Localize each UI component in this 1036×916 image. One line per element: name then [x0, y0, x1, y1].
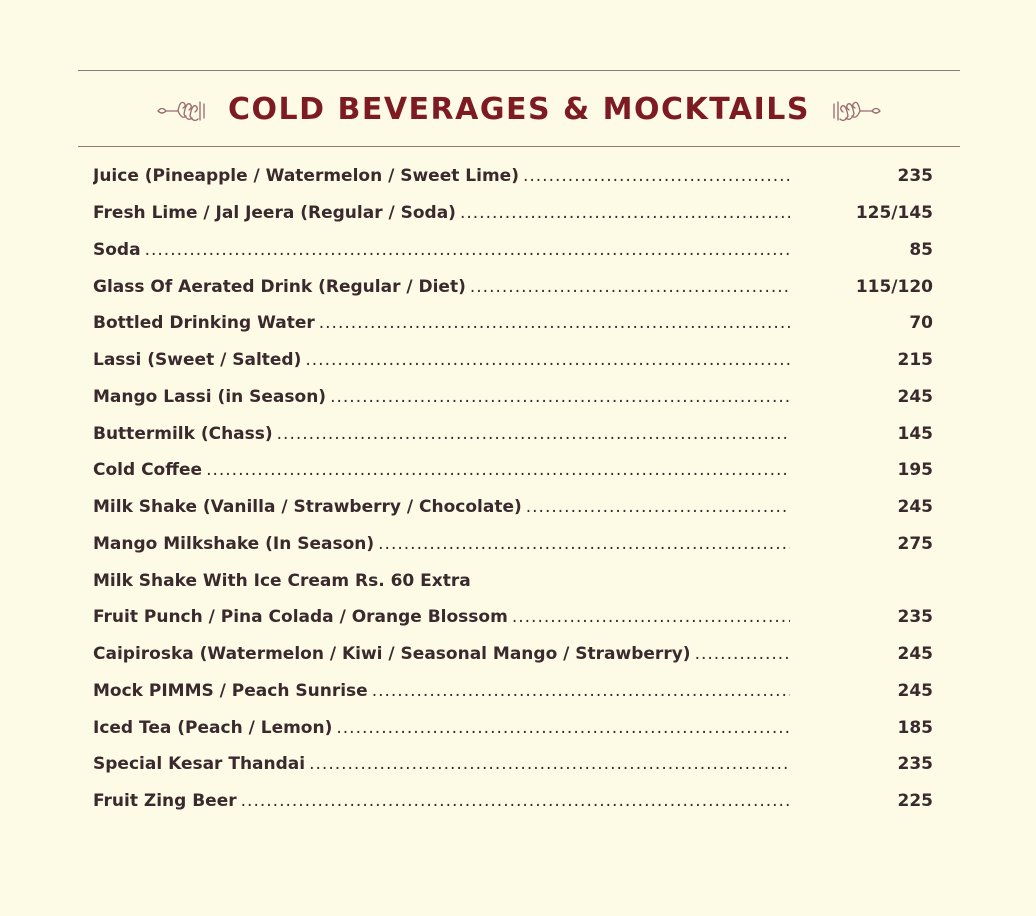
item-price: 185	[897, 717, 933, 738]
item-name: Buttermilk (Chass)	[93, 423, 273, 444]
dot-leader	[241, 791, 790, 811]
item-price: 235	[897, 607, 933, 628]
item-price: 235	[897, 754, 933, 775]
dot-leader	[305, 350, 790, 370]
menu-item	[93, 709, 933, 746]
menu-item	[93, 452, 933, 489]
menu-item	[93, 526, 933, 563]
item-name: Glass Of Aerated Drink (Regular / Diet)	[93, 276, 466, 297]
dot-leader	[526, 497, 790, 517]
menu-item	[93, 489, 933, 526]
menu-item	[93, 195, 933, 232]
item-name: Fruit Zing Beer	[93, 791, 237, 812]
note-text: Milk Shake With Ice Cream Rs. 60 Extra	[93, 570, 471, 591]
item-name: Lassi (Sweet / Salted)	[93, 350, 302, 371]
item-price: 85	[909, 239, 933, 260]
item-name: Bottled Drinking Water	[93, 313, 315, 334]
item-price: 245	[897, 644, 933, 665]
menu-item	[93, 268, 933, 305]
item-name: Cold Coffee	[93, 460, 203, 481]
dot-leader	[523, 166, 790, 186]
item-price: 115/120	[855, 276, 933, 297]
menu-item	[93, 158, 933, 195]
flourish-left-icon	[156, 94, 212, 124]
item-price: 245	[897, 680, 933, 701]
dot-leader	[145, 240, 790, 260]
menu-item	[93, 232, 933, 269]
menu-item	[93, 599, 933, 636]
dot-leader	[460, 203, 790, 223]
item-name: Juice (Pineapple / Watermelon / Sweet Lime)	[93, 166, 519, 187]
item-name: Fresh Lime / Jal Jeera (Regular / Soda)	[93, 203, 456, 224]
menu-item	[93, 636, 933, 673]
dot-leader	[372, 681, 790, 701]
dot-leader	[512, 607, 790, 627]
dot-leader	[336, 718, 790, 738]
dot-leader	[378, 534, 790, 554]
item-price: 235	[897, 166, 933, 187]
item-name: Mango Milkshake (In Season)	[93, 533, 375, 554]
dot-leader	[470, 277, 790, 297]
item-name: Mock PIMMS / Peach Sunrise	[93, 680, 368, 701]
menu-note	[93, 562, 933, 599]
item-price: 245	[897, 386, 933, 407]
item-price: 195	[897, 460, 933, 481]
item-name: Iced Tea (Peach / Lemon)	[93, 717, 333, 738]
menu-item	[93, 673, 933, 710]
item-name: Caipiroska (Watermelon / Kiwi / Seasonal Mango / Strawberry)	[93, 644, 691, 665]
item-price: 145	[897, 423, 933, 444]
item-price: 275	[897, 533, 933, 554]
section-header	[78, 84, 960, 134]
dot-leader	[277, 424, 790, 444]
menu-item	[93, 342, 933, 379]
menu-list	[93, 158, 933, 820]
item-name: Special Kesar Thandai	[93, 754, 306, 775]
item-name: Mango Lassi (in Season)	[93, 386, 327, 407]
dot-leader	[206, 460, 790, 480]
menu-item	[93, 415, 933, 452]
item-name: Fruit Punch / Pina Colada / Orange Blossom	[93, 607, 508, 628]
menu-item	[93, 783, 933, 820]
bottom-divider	[78, 146, 960, 147]
menu-item	[93, 305, 933, 342]
dot-leader	[309, 754, 790, 774]
item-price: 125/145	[855, 203, 933, 224]
flourish-right-icon	[826, 94, 882, 124]
menu-item	[93, 379, 933, 416]
menu-item	[93, 746, 933, 783]
item-name: Milk Shake (Vanilla / Strawberry / Chocolate)	[93, 497, 522, 518]
item-price: 70	[909, 313, 933, 334]
item-name: Soda	[93, 239, 141, 260]
item-price: 215	[897, 350, 933, 371]
item-price: 225	[897, 791, 933, 812]
dot-leader	[330, 387, 790, 407]
dot-leader	[319, 313, 790, 333]
dot-leader	[695, 644, 790, 664]
page-title: COLD BEVERAGES & MOCKTAILS	[227, 91, 810, 127]
item-price: 245	[897, 497, 933, 518]
top-divider	[78, 70, 960, 71]
